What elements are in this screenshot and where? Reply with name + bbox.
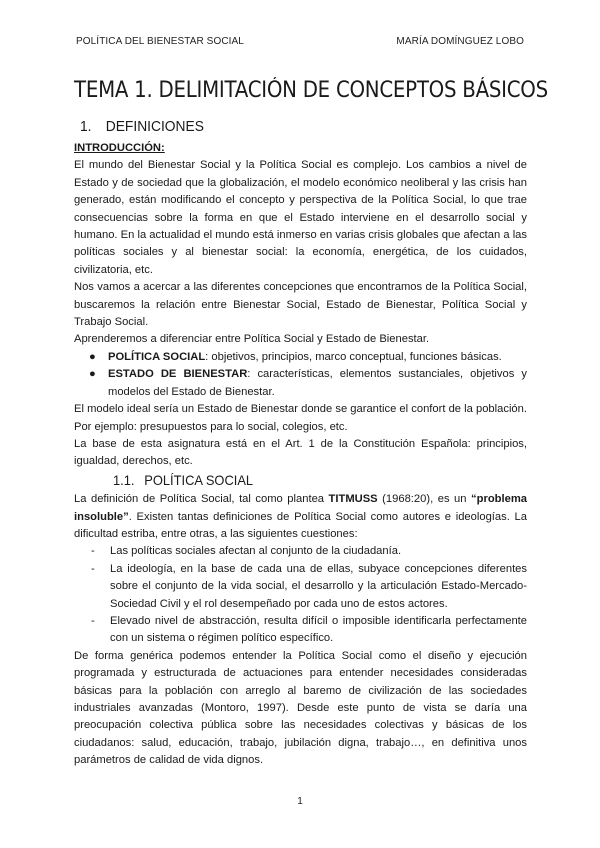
bullet-text: : objetivos, principios, marco conceptual, funciones básicas. xyxy=(205,350,502,363)
bullet-icon: ● xyxy=(89,350,96,363)
def-quote: “problema insoluble” xyxy=(74,493,527,523)
subsection-number: 1.1. xyxy=(113,471,135,488)
document-body xyxy=(74,140,527,770)
paragraph-constitution: La base de esta asignatura está en el Art. 1 de la Constitución Española: principios, igualdad, derechos, etc. xyxy=(74,437,527,468)
bullet-term: ESTADO DE BIENESTAR xyxy=(108,368,248,381)
bullet-icon: ● xyxy=(89,368,96,381)
def-text-3: . Existen tantas definiciones de Política Social como autores e ideologías. La dificultad estriba, entre otras, a las siguientes cuestiones: xyxy=(74,510,527,540)
bullet-text: : características, elementos sustanciales, objetivos y modelos del Estado de Bienestar. xyxy=(108,368,527,398)
paragraph-intro: El mundo del Bienestar Social y la Política Social es complejo. Los cambios a nivel de Estado y de sociedad que la globalización, el modelo económico neoliberal y las crisis han generado, están modificando el concepto y perspectiva de la Política Social, lo que trae consecuencias sobre la forma en que el Estado interviene en el desarrollo social y humano. En la actualidad el mundo está inmerso en varias crisis globales que afectan a las políticas sociales y al bienestar social: la economía, energética, de los cuidados, civilizatoria, etc. xyxy=(74,159,527,276)
list-item xyxy=(89,366,527,401)
dash-icon: - xyxy=(91,545,95,558)
list-item xyxy=(89,349,527,366)
bullet-term: POLÍTICA SOCIAL xyxy=(108,350,206,363)
dash-text: Elevado nivel de abstracción, resulta difícil o imposible identificarla perfectamente con un sistema o régimen político específico. xyxy=(110,614,527,645)
paragraph-ideal-model: El modelo ideal sería un Estado de Bienestar donde se garantice el confort de la población. Por ejemplo: presupuestos para lo social, colegios, etc. xyxy=(74,403,527,433)
def-author: TITMUSS xyxy=(328,493,378,506)
paragraph-definition xyxy=(74,491,527,543)
subsection-title: POLÍTICA SOCIAL xyxy=(144,471,254,488)
paragraph-learn: Aprenderemos a diferenciar entre Política Social y Estado de Bienestar. xyxy=(74,333,430,346)
document-title: TEMA 1. DELIMITACIÓN DE CONCEPTOS BÁSICOS xyxy=(74,78,548,103)
section-heading-definiciones xyxy=(80,118,204,135)
list-item xyxy=(91,613,527,648)
page-header xyxy=(76,36,524,47)
def-text-1: La definición de Política Social, tal como plantea xyxy=(74,493,329,506)
list-item xyxy=(91,561,527,613)
dash-text: Las políticas sociales afectan al conjunto de la ciudadanía. xyxy=(110,545,402,558)
list-item xyxy=(91,543,527,560)
dash-icon: - xyxy=(91,562,95,575)
header-author: MARÍA DOMÍNGUEZ LOBO xyxy=(396,36,524,47)
paragraph-generic-definition: De forma genérica podemos entender la Política Social como el diseño y ejecución programada y estructurada de actuaciones para entender necesidades consideradas básicas para la población con arreglo al baremo de civilización de las sociedades industriales avanzadas (Montoro, 1997). Desde este punto de vista se daría una preocupación colectiva pública sobre las necesidades colectivas y básicas de los ciudadanos: salud, educación, trabajo, jubilación digna, trabajo…, en definitiva unos parámetros de calidad de vida dignos. xyxy=(74,649,527,767)
section-title: DEFINICIONES xyxy=(105,118,204,135)
def-text-2: (1968:20), es un xyxy=(377,493,472,506)
dash-text: La ideología, en la base de cada una de ellas, subyace concepciones diferentes sobre el conjunto de la vida social, el desarrollo y la articulación Estado-Mercado-Sociedad Civil y el rol desempeñado por cada uno de estos actores. xyxy=(110,562,527,610)
dash-icon: - xyxy=(91,614,95,627)
header-left-title: POLÍTICA DEL BIENESTAR SOCIAL xyxy=(76,36,244,47)
bullet-list xyxy=(74,349,527,401)
page-number: 1 xyxy=(297,796,303,807)
paragraph-concepts: Nos vamos a acercar a las diferentes concepciones que encontramos de la Política Social, buscaremos la relación entre Bienestar Social, Estado de Bienestar, Política Social y Trabajo Social. xyxy=(74,281,527,329)
intro-heading: INTRODUCCIÓN: xyxy=(74,142,165,154)
subsection-heading-politica-social xyxy=(113,472,494,489)
section-number: 1. xyxy=(80,118,92,135)
dash-list xyxy=(74,543,527,647)
